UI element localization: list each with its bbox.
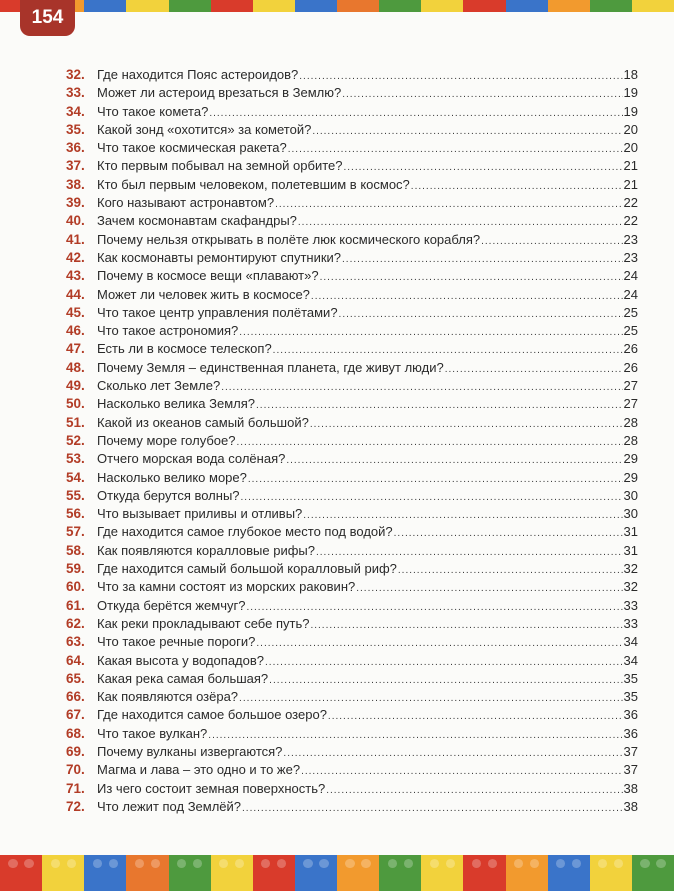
lego-brick xyxy=(548,855,590,891)
lego-brick xyxy=(379,0,421,12)
entry-number: 58. xyxy=(66,542,85,558)
entry-page: 27 xyxy=(623,396,638,412)
entry-title: Где находится самый большой коралловый риф? xyxy=(97,561,397,577)
lego-brick xyxy=(295,0,337,12)
dot-leader xyxy=(342,254,623,265)
entry-title: Какой зонд «охотится» за кометой? xyxy=(97,121,312,137)
entry-number: 50. xyxy=(66,396,85,412)
dot-leader xyxy=(328,711,623,722)
entry-title: Как появляются коралловые рифы? xyxy=(97,542,315,558)
entry-number: 70. xyxy=(66,762,85,778)
entry-page: 21 xyxy=(623,158,638,174)
dot-leader xyxy=(398,565,623,576)
entry-number: 54. xyxy=(66,469,85,485)
entry-title: Какой из океанов самый большой? xyxy=(97,414,309,430)
entry-number: 67. xyxy=(66,707,85,723)
entry-page: 27 xyxy=(623,378,638,394)
lego-brick xyxy=(253,0,295,12)
dot-leader xyxy=(239,327,622,338)
dot-leader xyxy=(242,803,623,814)
dot-leader xyxy=(275,199,622,210)
dot-leader xyxy=(326,785,622,796)
lego-brick xyxy=(463,0,505,12)
entry-title: Сколько лет Земле? xyxy=(97,378,221,394)
entry-title: Может ли человек жить в космосе? xyxy=(97,286,310,302)
dot-leader xyxy=(208,730,622,741)
toc-entry xyxy=(66,378,638,396)
entry-number: 66. xyxy=(66,689,85,705)
toc-entry xyxy=(66,323,638,341)
entry-number: 71. xyxy=(66,780,85,796)
entry-page: 32 xyxy=(623,561,638,577)
toc-entry xyxy=(66,671,638,689)
entry-title: Почему Земля – единственная планета, где живут люди? xyxy=(97,359,444,375)
entry-number: 48. xyxy=(66,359,85,375)
entry-title: Кто первым побывал на земной орбите? xyxy=(97,158,343,174)
lego-brick xyxy=(337,855,379,891)
toc-entry xyxy=(66,488,638,506)
dot-leader xyxy=(316,547,623,558)
entry-page: 37 xyxy=(623,743,638,759)
entry-number: 55. xyxy=(66,487,85,503)
dot-leader xyxy=(239,693,622,704)
dot-leader xyxy=(312,126,622,137)
toc-entry xyxy=(66,287,638,305)
entry-number: 35. xyxy=(66,121,85,137)
entry-number: 60. xyxy=(66,579,85,595)
dot-leader xyxy=(241,492,623,503)
lego-brick xyxy=(337,0,379,12)
dot-leader xyxy=(256,638,622,649)
toc-entry xyxy=(66,341,638,359)
entry-page: 24 xyxy=(623,268,638,284)
entry-title: Почему в космосе вещи «плавают»? xyxy=(97,268,319,284)
entry-title: Из чего состоит земная поверхность? xyxy=(97,780,326,796)
entry-number: 57. xyxy=(66,524,85,540)
entry-number: 37. xyxy=(66,158,85,174)
toc-entry xyxy=(66,268,638,286)
entry-page: 22 xyxy=(623,195,638,211)
dot-leader xyxy=(356,583,622,594)
dot-leader xyxy=(265,657,623,668)
entry-page: 20 xyxy=(623,121,638,137)
entry-title: Что такое центр управления полётами? xyxy=(97,304,338,320)
entry-title: Как космонавты ремонтируют спутники? xyxy=(97,249,342,265)
entry-number: 41. xyxy=(66,231,85,247)
page-number: 154 xyxy=(20,0,75,36)
lego-brick xyxy=(253,855,295,891)
entry-title: Что такое речные пороги? xyxy=(97,634,256,650)
entry-page: 30 xyxy=(623,487,638,503)
entry-number: 52. xyxy=(66,432,85,448)
entry-title: Зачем космонавтам скафандры? xyxy=(97,213,297,229)
entry-page: 29 xyxy=(623,451,638,467)
entry-title: Где находится самое большое озеро? xyxy=(97,707,327,723)
entry-title: Кого называют астронавтом? xyxy=(97,195,275,211)
toc-entry xyxy=(66,506,638,524)
entry-page: 31 xyxy=(623,542,638,558)
toc-entry xyxy=(66,122,638,140)
entry-page: 25 xyxy=(623,304,638,320)
entry-page: 25 xyxy=(623,323,638,339)
entry-title: Почему вулканы извергаются? xyxy=(97,743,283,759)
entry-title: Что такое вулкан? xyxy=(97,725,208,741)
lego-brick xyxy=(295,855,337,891)
toc-entry xyxy=(66,744,638,762)
dot-leader xyxy=(246,602,622,613)
entry-page: 36 xyxy=(623,707,638,723)
dot-leader xyxy=(248,474,623,485)
entry-title: Насколько велико море? xyxy=(97,469,247,485)
dot-leader xyxy=(481,236,622,247)
entry-number: 51. xyxy=(66,414,85,430)
entry-title: Есть ли в космосе телескоп? xyxy=(97,341,272,357)
toc-entry xyxy=(66,579,638,597)
lego-brick xyxy=(421,0,463,12)
toc-entry xyxy=(66,177,638,195)
entry-page: 35 xyxy=(623,689,638,705)
toc-entry xyxy=(66,232,638,250)
dot-leader xyxy=(394,528,623,539)
entry-number: 38. xyxy=(66,176,85,192)
lego-brick xyxy=(548,0,590,12)
lego-brick xyxy=(506,855,548,891)
toc-entry xyxy=(66,524,638,542)
lego-border-bottom xyxy=(0,855,674,891)
entry-number: 36. xyxy=(66,140,85,156)
toc-entry xyxy=(66,396,638,414)
toc-entry xyxy=(66,67,638,85)
entry-title: Что такое космическая ракета? xyxy=(97,140,287,156)
entry-page: 19 xyxy=(623,85,638,101)
dot-leader xyxy=(286,455,622,466)
entry-page: 18 xyxy=(623,67,638,82)
entry-number: 39. xyxy=(66,195,85,211)
toc-entry xyxy=(66,158,638,176)
dot-leader xyxy=(310,419,623,430)
entry-page: 20 xyxy=(623,140,638,156)
dot-leader xyxy=(298,217,623,228)
lego-brick xyxy=(506,0,548,12)
toc-entry xyxy=(66,616,638,634)
entry-title: Откуда берётся жемчуг? xyxy=(97,597,246,613)
lego-brick xyxy=(590,855,632,891)
entry-number: 45. xyxy=(66,304,85,320)
lego-brick xyxy=(84,0,126,12)
entry-title: Насколько велика Земля? xyxy=(97,396,256,412)
lego-brick xyxy=(211,0,253,12)
toc-entry xyxy=(66,415,638,433)
toc-entry xyxy=(66,561,638,579)
toc-entry xyxy=(66,634,638,652)
entry-title: Какая высота у водопадов? xyxy=(97,652,265,668)
dot-leader xyxy=(209,108,622,119)
dot-leader xyxy=(310,620,622,631)
entry-title: Почему нельзя открывать в полёте люк космического корабля? xyxy=(97,231,481,247)
dot-leader xyxy=(303,510,622,521)
entry-page: 26 xyxy=(623,341,638,357)
toc-entry xyxy=(66,470,638,488)
lego-brick xyxy=(126,855,168,891)
toc-entry xyxy=(66,707,638,725)
entry-number: 43. xyxy=(66,268,85,284)
lego-brick xyxy=(632,855,674,891)
entry-number: 65. xyxy=(66,670,85,686)
entry-page: 28 xyxy=(623,432,638,448)
entry-page: 24 xyxy=(623,286,638,302)
toc-entry xyxy=(66,140,638,158)
dot-leader xyxy=(283,748,622,759)
entry-page: 36 xyxy=(623,725,638,741)
lego-brick xyxy=(211,855,253,891)
toc-entry xyxy=(66,653,638,671)
entry-title: Может ли астероид врезаться в Землю? xyxy=(97,85,342,101)
entry-page: 21 xyxy=(623,176,638,192)
entry-title: Где находится Пояс астероидов? xyxy=(97,67,299,82)
dot-leader xyxy=(411,181,623,192)
entry-number: 32. xyxy=(66,67,85,82)
entry-number: 33. xyxy=(66,85,85,101)
entry-title: Как появляются озёра? xyxy=(97,689,239,705)
lego-brick xyxy=(169,855,211,891)
lego-brick xyxy=(421,855,463,891)
toc-entry xyxy=(66,781,638,799)
entry-title: Отчего морская вода солёная? xyxy=(97,451,286,467)
lego-brick xyxy=(84,855,126,891)
toc-entry xyxy=(66,543,638,561)
toc-entry xyxy=(66,195,638,213)
entry-page: 38 xyxy=(623,798,638,814)
entry-title: Что вызывает приливы и отливы? xyxy=(97,506,303,522)
lego-brick xyxy=(590,0,632,12)
entry-title: Что за камни состоят из морских раковин? xyxy=(97,579,356,595)
entry-page: 33 xyxy=(623,597,638,613)
entry-title: Что лежит под Землёй? xyxy=(97,798,242,814)
entry-number: 68. xyxy=(66,725,85,741)
dot-leader xyxy=(320,272,623,283)
toc-entry xyxy=(66,451,638,469)
lego-brick xyxy=(42,855,84,891)
entry-number: 59. xyxy=(66,561,85,577)
entry-page: 34 xyxy=(623,652,638,668)
entry-number: 47. xyxy=(66,341,85,357)
entry-number: 69. xyxy=(66,743,85,759)
entry-page: 29 xyxy=(623,469,638,485)
dot-leader xyxy=(339,309,623,320)
entry-title: Кто был первым человеком, полетевшим в космос? xyxy=(97,176,410,192)
entry-number: 49. xyxy=(66,378,85,394)
dot-leader xyxy=(445,364,623,375)
entry-page: 32 xyxy=(623,579,638,595)
entry-number: 44. xyxy=(66,286,85,302)
entry-title: Откуда берутся волны? xyxy=(97,487,240,503)
entry-page: 23 xyxy=(623,231,638,247)
entry-number: 61. xyxy=(66,597,85,613)
lego-brick xyxy=(0,855,42,891)
dot-leader xyxy=(344,162,623,173)
toc-entry xyxy=(66,689,638,707)
entry-page: 28 xyxy=(623,414,638,430)
entry-title: Как реки прокладывают себе путь? xyxy=(97,615,310,631)
entry-page: 34 xyxy=(623,634,638,650)
lego-brick xyxy=(632,0,674,12)
entry-page: 38 xyxy=(623,780,638,796)
toc-entry xyxy=(66,433,638,451)
lego-brick xyxy=(169,0,211,12)
entry-page: 31 xyxy=(623,524,638,540)
toc-entry xyxy=(66,726,638,744)
entry-number: 64. xyxy=(66,652,85,668)
dot-leader xyxy=(269,675,622,686)
entry-number: 72. xyxy=(66,798,85,814)
dot-leader xyxy=(301,766,622,777)
toc-entry xyxy=(66,250,638,268)
entry-number: 34. xyxy=(66,103,85,119)
entry-page: 35 xyxy=(623,670,638,686)
entry-page: 30 xyxy=(623,506,638,522)
entry-title: Что такое астрономия? xyxy=(97,323,239,339)
entry-number: 42. xyxy=(66,249,85,265)
toc-entry xyxy=(66,762,638,780)
entry-title: Почему море голубое? xyxy=(97,432,236,448)
toc-entry xyxy=(66,213,638,231)
table-of-contents xyxy=(66,67,638,817)
dot-leader xyxy=(342,89,622,100)
toc-entry xyxy=(66,598,638,616)
lego-brick xyxy=(463,855,505,891)
toc-entry xyxy=(66,85,638,103)
dot-leader xyxy=(256,400,623,411)
dot-leader xyxy=(221,382,622,393)
dot-leader xyxy=(311,291,623,302)
entry-number: 40. xyxy=(66,213,85,229)
entry-title: Где находится самое глубокое место под водой? xyxy=(97,524,393,540)
toc-entry xyxy=(66,799,638,817)
dot-leader xyxy=(273,345,623,356)
dot-leader xyxy=(237,437,623,448)
lego-brick xyxy=(379,855,421,891)
entry-page: 23 xyxy=(623,249,638,265)
lego-brick xyxy=(126,0,168,12)
entry-title: Магма и лава – это одно и то же? xyxy=(97,762,301,778)
entry-title: Что такое комета? xyxy=(97,103,209,119)
entry-page: 33 xyxy=(623,615,638,631)
lego-border-top xyxy=(0,0,674,12)
entry-number: 53. xyxy=(66,451,85,467)
entry-number: 46. xyxy=(66,323,85,339)
entry-number: 56. xyxy=(66,506,85,522)
toc-entry xyxy=(66,305,638,323)
entry-page: 26 xyxy=(623,359,638,375)
entry-page: 22 xyxy=(623,213,638,229)
toc-entry xyxy=(66,360,638,378)
dot-leader xyxy=(288,144,623,155)
entry-page: 37 xyxy=(623,762,638,778)
entry-page: 19 xyxy=(623,103,638,119)
entry-title: Какая река самая большая? xyxy=(97,670,269,686)
dot-leader xyxy=(299,71,622,82)
toc-entry xyxy=(66,104,638,122)
entry-number: 63. xyxy=(66,634,85,650)
entry-number: 62. xyxy=(66,615,85,631)
